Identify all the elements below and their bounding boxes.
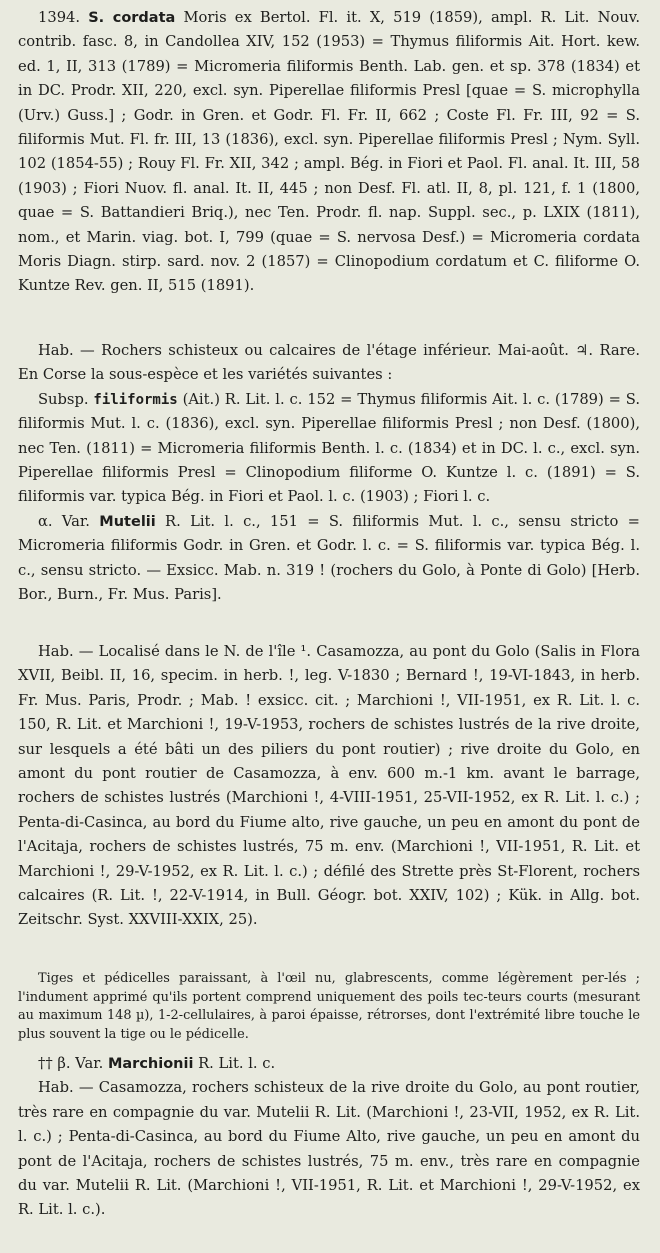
species-entry <box>18 6 640 299</box>
subspecies-synonymy: (Ait.) R. Lit. l. c. 152 = Thymus filiformis Ait. l. c. (1789) = S. filiformis Mut. l. c. (1836), excl. syn. Piperellae filiformis Presl ; non Desf. (1800), nec Ten. (1811) = Micromeria filiformis Benth. l. c. (1834) et in DC. l. c., excl. syn. Piperellae filiformis Presl = Clinopodium filiforme O. Kuntze l. c. (1891) = S. filiformis var. typica Bég. in Fiori et Paol. l. c. (1903) ; Fiori l. c. <box>18 390 640 506</box>
variety-alpha-label: α. Var. <box>38 512 90 530</box>
habitat-localities-section <box>18 640 640 933</box>
entry-number: 1394. <box>38 9 81 26</box>
variety-beta-citation: R. Lit. l. c. <box>193 1055 276 1072</box>
subspecies-paragraph <box>18 388 640 510</box>
variety-alpha-synonymy: R. Lit. l. c., 151 = S. filiformis Mut. l. c., sensu stricto = Micromeria filiformis Godr. in Gren. et Godr. l. c. = S. filiformis var. typica Bég. l. c., sensu stricto. — Exsicc. Mab. n. 319 ! (rochers du Golo, à Ponte di Golo) [Herb. Bor., Burn., Fr. Mus. Paris]. <box>18 512 640 604</box>
species-paragraph <box>18 6 640 299</box>
habitat-variety-beta: Hab. — Casamozza, rochers schisteux de la rive droite du Golo, au pont routier, très rare en compagnie du var. Mutelii R. Lit. (Marchioni !, 23-VII, 1952, ex R. Lit. l. c.) ; Penta-di-Casinca, au bord du Fiume Alto, rive gauche, un peu en amont du pont de l'Acitaja, rochers de schistes lustrés, 75 m. env., très rare en compagnie du var. Mutelii R. Lit. (Marchioni !, VII-1951, R. Lit. et Marchioni !, 29-V-1952, ex R. Lit. l. c.). <box>18 1079 640 1219</box>
subspecies-label: Subsp. <box>38 390 89 408</box>
habitat-general-section <box>18 339 640 607</box>
morphology-note: Tiges et pédicelles paraissant, à l'œil nu, glabrescents, comme légèrement per-lés ; l'indument apprimé qu'ils portent comprend uniquement des poils tec-teurs courts (mesurant au maximum 148 µ), 1-2-cellulaires, à paroi épaisse, rétrorses, dont l'extrémité libre touche le plus souvent la tige ou le pédicelle. <box>18 971 640 1042</box>
species-name: S. cordata <box>88 10 176 26</box>
morphology-note-section <box>18 970 640 1044</box>
habitat-localities: Hab. — Localisé dans le N. de l'île ¹. Casamozza, au pont du Golo (Salis in Flora XVII, Beibl. II, 16, specim. in herb. !, leg. V-1830 ; Bernard !, 19-VI-1843, in herb. Fr. Mus. Paris, Prodr. ; Mab. ! exsicc. cit. ; Marchioni !, VII-1951, ex R. Lit. l. c. 150, R. Lit. et Marchioni !, 19-V-1953, rochers de schistes lustrés de la rive droite, sur lesquels a été bâti un des piliers du pont routier) ; rive droite du Golo, en amont du pont routier de Casamozza, à env. 600 m.-1 km. avant le barrage, rochers de schistes lustrés (Marchioni !, 4-VIII-1951, 25-VII-1952, ex R. Lit. l. c.) ; Penta-di-Casinca, au bord du Fiume alto, rive gauche, un peu en amont du pont de l'Acitaja, rochers de schistes lustrés, 75 m. env. (Marchioni !, VII-1951, R. Lit. et Marchioni !, 29-V-1952, ex R. Lit. l. c.) ; défilé des Strette près St-Florent, rochers calcaires (R. Lit. !, 22-V-1914, in Bull. Géogr. bot. XXIV, 102) ; Kük. in Allg. bot. Zeitschr. Syst. XXVIII-XXIX, 25). <box>18 643 640 929</box>
variety-alpha-paragraph <box>18 510 640 608</box>
variety-beta-section <box>18 1052 640 1223</box>
variety-beta-name: Marchionii <box>107 1056 194 1072</box>
variety-beta-heading <box>18 1052 640 1076</box>
species-synonymy: Moris ex Bertol. Fl. it. X, 519 (1859), ampl. R. Lit. Nouv. contrib. fasc. 8, in Candollea XIV, 152 (1953) = Thymus filiformis Ait. Hort. kew. ed. 1, II, 313 (1789) = Micromeria filiformis Benth. Lab. gen. et sp. 378 (1834) et in DC. Prodr. XII, 220, excl. syn. Piperellae filiformis Presl [quae = S. microphylla (Urv.) Guss.] ; Godr. in Gren. et Godr. Fl. Fr. II, 662 ; Coste Fl. Fr. III, 92 = S. filiformis Mut. Fl. fr. III, 13 (1836), excl. syn. Piperellae filiformis Presl ; Nym. Syll. 102 (1854-55) ; Rouy Fl. Fr. XII, 342 ; ampl. Bég. in Fiori et Paol. Fl. anal. It. III, 58 (1903) ; Fiori Nuov. fl. anal. It. II, 445 ; non Desf. Fl. atl. II, 8, pl. 121, f. 1 (1800, quae = S. Battandieri Briq.), nec Ten. Prodr. fl. nap. Suppl. sec., p. LXIX (1811), nom., et Marin. viag. bot. I, 799 (quae = S. nervosa Desf.) = Micromeria cordata Moris Diagn. stirp. sard. nov. 2 (1857) = Clinopodium cordatum et C. filiforme O. Kuntze Rev. gen. II, 515 (1891). <box>18 9 641 295</box>
subspecies-name: filiformis <box>93 391 178 408</box>
habitat-general: Hab. — Rochers schisteux ou calcaires de l'étage inférieur. Mai-août. ♃. Rare. En Corse la sous-espèce et les variétés suivantes : <box>18 342 640 384</box>
variety-beta-label: †† β. Var. <box>38 1055 104 1072</box>
variety-alpha-name: Mutelii <box>99 513 156 530</box>
